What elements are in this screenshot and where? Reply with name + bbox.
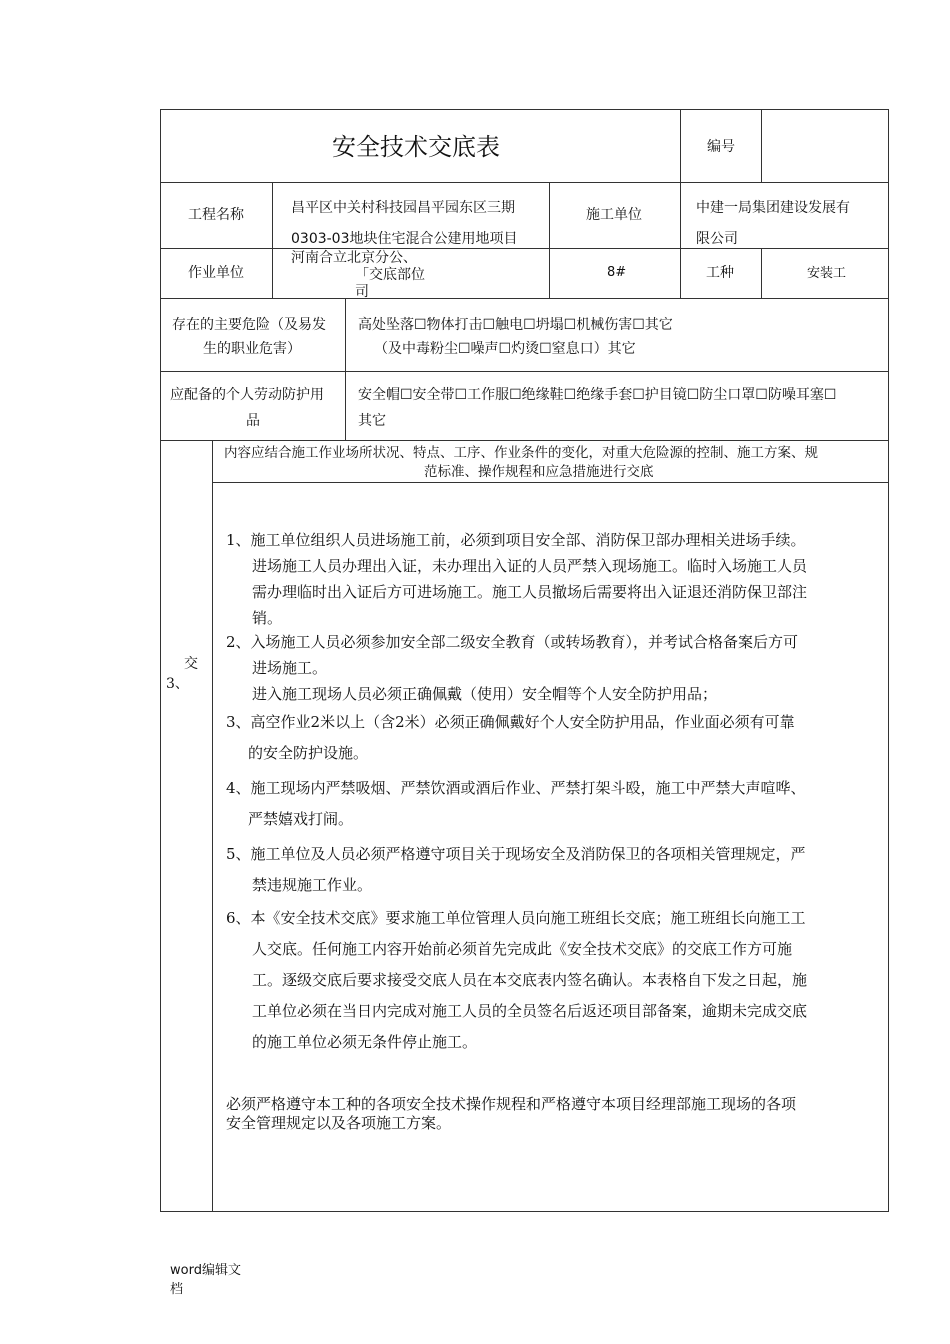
work-unit-line3: 司 — [355, 284, 369, 300]
briefing-item-2 — [226, 629, 798, 707]
work-unit-line2: 「交底部位 — [355, 267, 425, 283]
item-line: 的施工单位必须无条件停止施工。 — [252, 1033, 478, 1051]
page-title: 安全技术交底表 — [332, 133, 500, 161]
item-line: 禁违规施工作业。 — [252, 876, 373, 894]
row-divider — [160, 371, 889, 372]
col-divider — [680, 109, 681, 182]
item-line: 进入施工现场人员必须正确佩戴（使用）安全帽等个人安全防护用品； — [252, 685, 718, 703]
row-divider — [160, 440, 889, 441]
item-line: 严禁嬉戏打闹。 — [248, 810, 354, 828]
ppe-line2: 其它 — [358, 413, 386, 429]
col-divider — [680, 182, 681, 298]
contractor-line1: 中建一局集团建设发展有 — [696, 200, 850, 216]
hazards-line2: （及中毒粉尘☐噪声☐灼烫☐窒息口）其它 — [374, 341, 636, 357]
item-line: 进场施工人员办理出入证，未办理出入证的人员严禁入现场施工。临时入场施工人员 — [252, 557, 808, 575]
work-unit-line1: 河南合立北京分公、 — [291, 250, 417, 266]
footer-line2: 档 — [170, 1282, 184, 1297]
item-line: 人交底。任何施工内容开始前必须首先完成此《安全技术交底》的交底工作方可施 — [252, 940, 793, 958]
briefing-item-6 — [226, 903, 807, 1058]
row-divider — [160, 298, 889, 299]
project-name-label: 工程名称 — [188, 207, 244, 223]
row-divider — [212, 482, 889, 483]
briefing-item-3 — [226, 707, 795, 769]
instruction-line2: 范标准、操作规程和应急措施进行交底 — [424, 464, 654, 480]
trade-label: 工种 — [706, 265, 734, 281]
item-line: 工。逐级交底后要求接受交底人员在本交底表内签名确认。本表格自下发之日起，施 — [252, 971, 808, 989]
briefing-side-number: 3、 — [166, 676, 189, 692]
item-line: 2、入场施工人员必须参加安全部二级安全教育（或转场教育），并考试合格备案后方可 — [226, 633, 799, 651]
item-line: 1、施工单位组织人员进场施工前，必须到项目安全部、消防保卫部办理相关进场手续。 — [226, 531, 806, 549]
briefing-item-5 — [226, 839, 806, 901]
row-divider — [160, 182, 889, 183]
hazards-label-line2: 生的职业危害） — [203, 341, 301, 357]
briefing-item-1 — [226, 527, 807, 631]
closing-line2: 安全管理规定以及各项施工方案。 — [226, 1114, 452, 1132]
hazards-label-line1: 存在的主要危险（及易发 — [172, 317, 326, 333]
ppe-line1: 安全帽☐安全带☐工作服☐绝缘鞋☐绝缘手套☐护目镜☐防尘口罩☐防噪耳塞☐ — [358, 387, 837, 403]
contractor-label: 施工单位 — [586, 207, 642, 223]
col-divider — [761, 248, 762, 298]
col-divider — [549, 182, 550, 298]
item-line: 6、本《安全技术交底》要求施工单位管理人员向施工班组长交底；施工班组长向施工工 — [226, 909, 806, 927]
col-divider — [761, 109, 762, 182]
trade-value: 安装工 — [807, 266, 847, 281]
project-name-line1: 昌平区中关村科技园昌平园东区三期 — [291, 200, 515, 216]
briefing-item-4 — [226, 773, 806, 835]
item-line: 销。 — [252, 609, 283, 627]
ppe-label-line2: 品 — [246, 413, 260, 429]
briefing-side-label: 交 — [184, 656, 198, 672]
hazards-line1: 高处坠落☐物体打击☐触电☐坍塌☐机械伤害☐其它 — [358, 317, 673, 333]
col-divider — [345, 298, 346, 440]
row-divider — [160, 248, 889, 249]
item-line: 4、施工现场内严禁吸烟、严禁饮酒或酒后作业、严禁打架斗殴，施工中严禁大声喧哗、 — [226, 779, 806, 797]
project-name-line2: 0303-03地块住宅混合公建用地项目 — [291, 231, 518, 247]
item-line: 进场施工。 — [252, 659, 328, 677]
item-line: 工单位必须在当日内完成对施工人员的全员签名后返还项目部备案，逾期未完成交底 — [252, 1002, 808, 1020]
contractor-line2: 限公司 — [696, 231, 738, 247]
location-value: 8# — [607, 265, 627, 280]
closing-line1: 必须严格遵守本工种的各项安全技术操作规程和严格遵守本项目经理部施工现场的各项 — [226, 1095, 797, 1113]
item-line: 3、高空作业2米以上（含2米）必须正确佩戴好个人安全防护用品，作业面必须有可靠 — [226, 713, 795, 731]
item-line: 5、施工单位及人员必须严格遵守项目关于现场安全及消防保卫的各项相关管理规定，严 — [226, 845, 806, 863]
number-label: 编号 — [707, 139, 735, 155]
work-unit-label: 作业单位 — [188, 265, 244, 281]
item-line: 需办理临时出入证后方可进场施工。施工人员撤场后需要将出入证退还消防保卫部注 — [252, 583, 808, 601]
ppe-label-line1: 应配备的个人劳动防护用 — [170, 387, 324, 403]
item-line: 的安全防护设施。 — [248, 744, 369, 762]
footer-line1: word编辑文 — [170, 1263, 241, 1278]
instruction-line1: 内容应结合施工作业场所状况、特点、工序、作业条件的变化，对重大危险源的控制、施工方案、规 — [224, 445, 818, 461]
col-divider — [272, 182, 273, 298]
col-divider — [212, 440, 213, 1212]
